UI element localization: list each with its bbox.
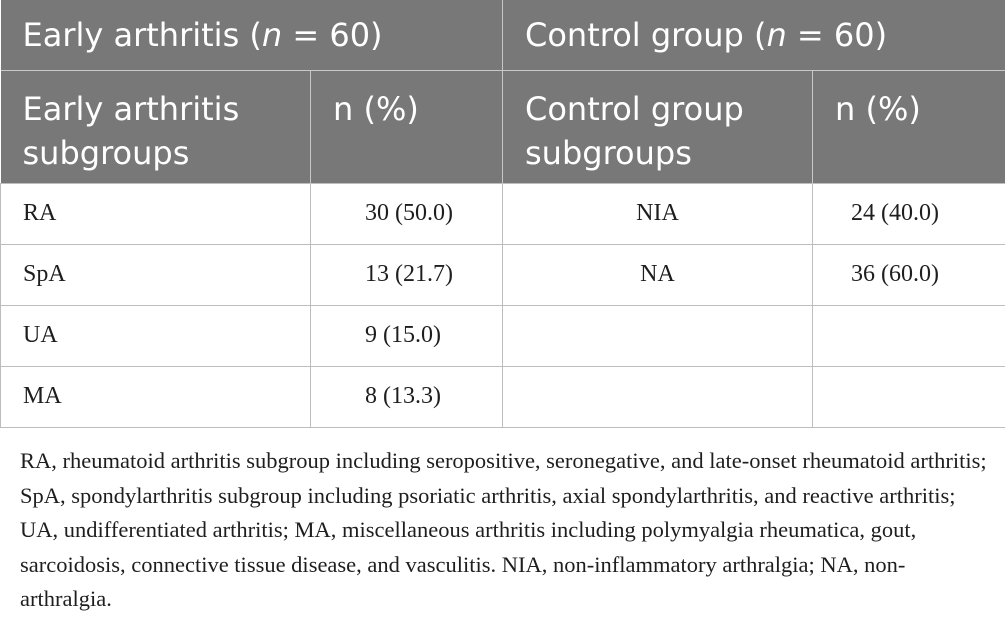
ea-subgroup-cell: SpA — [1, 244, 311, 305]
cg-subgroup-cell: NA — [503, 244, 813, 305]
col-header-ea-n: n (%) — [311, 70, 503, 183]
ea-subgroup-cell: MA — [1, 366, 311, 427]
ea-n-cell: 8 (13.3) — [311, 366, 503, 427]
ea-subgroup-cell: UA — [1, 305, 311, 366]
group-header-row — [1, 0, 1005, 70]
ea-n-cell: 30 (50.0) — [311, 183, 503, 244]
cg-subgroup-cell — [503, 366, 813, 427]
table-row — [1, 366, 1005, 427]
cg-n-cell — [813, 366, 1005, 427]
cg-subgroup-cell: NIA — [503, 183, 813, 244]
ea-n-cell: 13 (21.7) — [311, 244, 503, 305]
cg-subgroup-cell — [503, 305, 813, 366]
cg-n-cell: 36 (60.0) — [813, 244, 1005, 305]
ea-n-cell: 9 (15.0) — [311, 305, 503, 366]
table-row — [1, 305, 1005, 366]
cg-n-cell — [813, 305, 1005, 366]
table-row — [1, 244, 1005, 305]
early-arthritis-group-header: Early arthritis (n = 60) — [1, 0, 503, 70]
col-header-cg-n: n (%) — [813, 70, 1005, 183]
col-header-ea-subgroups: Early arthritis subgroups — [1, 70, 311, 183]
table-footnote: RA, rheumatoid arthritis subgroup including seropositive, seronegative, and late-onset rheumatoid arthritis; SpA, spondylarthritis subgroup including psoriatic arthritis, axial spondylarthritis, and reactive arthritis; UA, undifferentiated arthritis; MA, miscellaneous arthritis including polymyalgia rheumatica, gout, sarcoidosis, connective tissue disease, and vasculitis. NIA, non-inflammatory arthralgia; NA, non-arthralgia. — [20, 448, 987, 611]
table-row — [1, 183, 1005, 244]
control-group-header: Control group (n = 60) — [503, 0, 1005, 70]
cg-n-cell: 24 (40.0) — [813, 183, 1005, 244]
ea-subgroup-cell: RA — [1, 183, 311, 244]
col-header-cg-subgroups: Control group subgroups — [503, 70, 813, 183]
column-header-row — [1, 70, 1005, 183]
